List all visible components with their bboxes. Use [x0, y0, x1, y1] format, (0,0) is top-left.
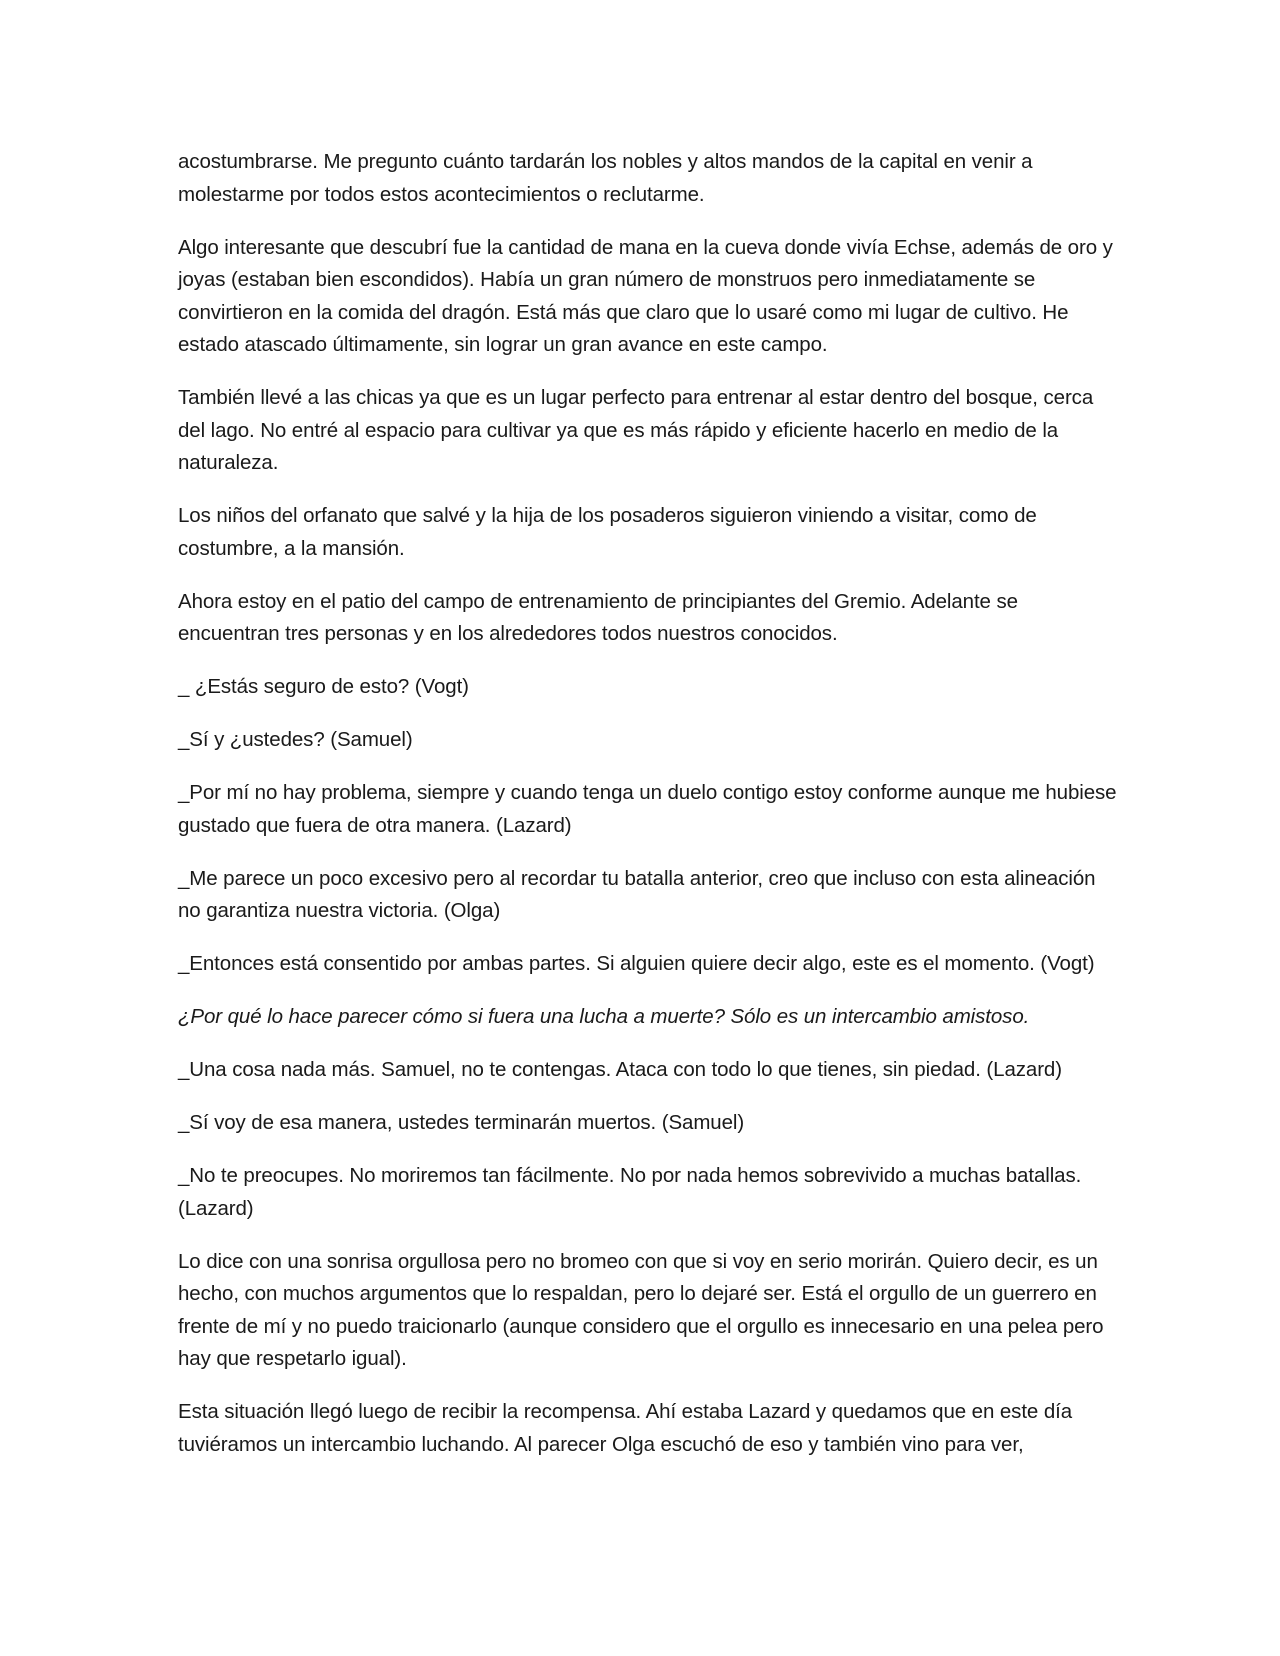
inner-thought: ¿Por qué lo hace parecer cómo si fuera una lucha a muerte? Sólo es un intercambio amistoso. — [178, 1005, 1030, 1028]
document-body — [178, 146, 1118, 1482]
dialogue-line: _Entonces está consentido por ambas partes. Si alguien quiere decir algo, este es el momento. (Vogt) — [178, 952, 1095, 975]
paragraph: Ahora estoy en el patio del campo de entrenamiento de principiantes del Gremio. Adelante se encuentran tres personas y en los alrededores todos nuestros conocidos. — [178, 589, 1018, 645]
dialogue-line: _Sí y ¿ustedes? (Samuel) — [178, 728, 413, 751]
paragraph: Los niños del orfanato que salvé y la hija de los posaderos siguieron viniendo a visitar, como de costumbre, a la mansión. — [178, 504, 1037, 560]
paragraph: También llevé a las chicas ya que es un lugar perfecto para entrenar al estar dentro del bosque, cerca del lago. No entré al espacio para cultivar ya que es más rápido y eficiente hacerlo en medio de la naturaleza. — [178, 386, 1094, 474]
dialogue-line: _Una cosa nada más. Samuel, no te contengas. Ataca con todo lo que tienes, sin piedad. (Lazard) — [178, 1058, 1062, 1081]
paragraph: Lo dice con una sonrisa orgullosa pero no bromeo con que si voy en serio morirán. Quiero decir, es un hecho, con muchos argumentos que lo respaldan, pero lo dejaré ser. Está el orgullo de un guerrero en frente de mí y no puedo traicionarlo (aunque considero que el orgullo es innecesario en una pelea pero hay que respetarlo igual). — [178, 1249, 1104, 1370]
paragraph: Algo interesante que descubrí fue la cantidad de mana en la cueva donde vivía Echse, además de oro y joyas (estaban bien escondidos). Había un gran número de monstruos pero inmediatamente se convirtieron en la comida del dragón. Está más que claro que lo usaré como mi lugar de cultivo. He estado atascado últimamente, sin lograr un gran avance en este campo. — [178, 235, 1113, 356]
dialogue-line: _Sí voy de esa manera, ustedes terminarán muertos. (Samuel) — [178, 1111, 745, 1134]
paragraph: acostumbrarse. Me pregunto cuánto tardarán los nobles y altos mandos de la capital en venir a molestarme por todos estos acontecimientos o reclutarme. — [178, 150, 1033, 206]
dialogue-line: _ ¿Estás seguro de esto? (Vogt) — [178, 675, 469, 698]
dialogue-line: _No te preocupes. No moriremos tan fácilmente. No por nada hemos sobrevivido a muchas batallas. (Lazard) — [178, 1164, 1082, 1220]
dialogue-line: _Por mí no hay problema, siempre y cuando tenga un duelo contigo estoy conforme aunque me hubiese gustado que fuera de otra manera. (Lazard) — [178, 781, 1117, 837]
dialogue-line: _Me parece un poco excesivo pero al recordar tu batalla anterior, creo que incluso con esta alineación no garantiza nuestra victoria. (Olga) — [178, 866, 1096, 922]
paragraph: Esta situación llegó luego de recibir la recompensa. Ahí estaba Lazard y quedamos que en este día tuviéramos un intercambio luchando. Al parecer Olga escuchó de eso y también vino para ver, — [178, 1400, 1073, 1456]
